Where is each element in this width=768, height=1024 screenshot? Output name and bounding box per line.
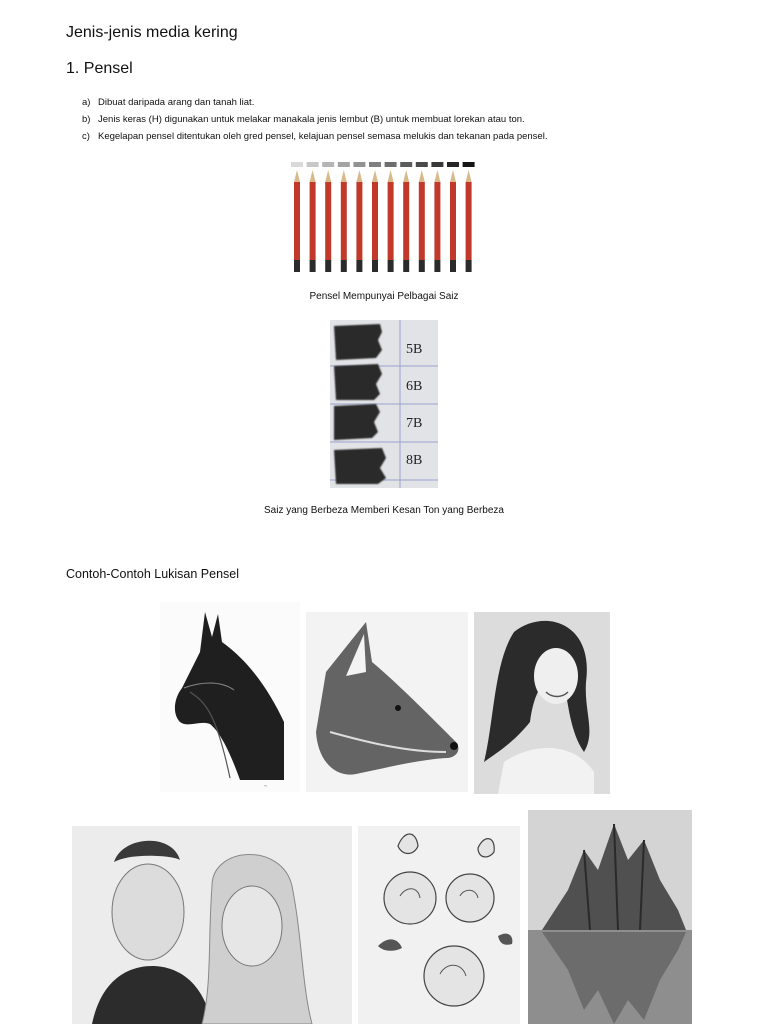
list-marker: c) xyxy=(82,131,90,142)
pencil xyxy=(369,162,381,272)
list-text: Dibuat daripada arang dan tanah liat. xyxy=(98,97,255,108)
pencils-caption: Pensel Mempunyai Pelbagai Saiz xyxy=(309,291,459,302)
list-marker: a) xyxy=(82,97,91,108)
pencil xyxy=(353,162,365,272)
pencil xyxy=(307,162,319,272)
pencil xyxy=(322,162,334,272)
horse-drawing xyxy=(160,602,300,792)
pencil xyxy=(447,162,459,272)
page-title: Jenis-jenis media kering xyxy=(66,24,238,41)
pencil xyxy=(416,162,428,272)
grade-label: 8B xyxy=(406,453,423,468)
list-text: Jenis keras (H) digunakan untuk melakar manakala jenis lembut (B) untuk membuat lorekan atau ton. xyxy=(98,114,525,125)
pencil xyxy=(431,162,443,272)
roses-drawing xyxy=(358,826,520,1024)
list-marker: b) xyxy=(82,114,91,125)
pencil-facts-list xyxy=(82,94,722,148)
grade-label: 5B xyxy=(406,342,423,357)
list-item xyxy=(82,94,722,111)
pencils-image xyxy=(288,158,480,280)
examples-heading: Contoh-Contoh Lukisan Pensel xyxy=(66,567,240,581)
pencil xyxy=(291,162,303,272)
fox-drawing xyxy=(306,612,468,792)
grade-label: 7B xyxy=(406,416,423,431)
grades-caption: Saiz yang Berbeza Memberi Kesan Ton yang Berbeza xyxy=(264,505,504,516)
swatch-8b xyxy=(334,448,386,484)
list-text: Kegelapan pensel ditentukan oleh gred pensel, kelajuan pensel semasa melukis dan tekanan pada pensel. xyxy=(98,131,548,142)
pencil xyxy=(400,162,412,272)
swatch-7b xyxy=(334,404,380,440)
swatch-5b xyxy=(334,324,382,360)
section-heading: 1. Pensel xyxy=(66,60,133,77)
list-item xyxy=(82,128,722,145)
couple-portrait-drawing xyxy=(72,826,352,1024)
pencil xyxy=(338,162,350,272)
list-item xyxy=(82,111,722,128)
landscape-drawing xyxy=(528,810,692,1024)
grade-label: 6B xyxy=(406,379,423,394)
pencil xyxy=(463,162,475,272)
svg-text:~: ~ xyxy=(264,784,268,790)
swatch-6b xyxy=(334,364,382,400)
pencil xyxy=(385,162,397,272)
portrait-woman-drawing xyxy=(474,612,610,794)
grade-swatch-image xyxy=(330,320,438,488)
